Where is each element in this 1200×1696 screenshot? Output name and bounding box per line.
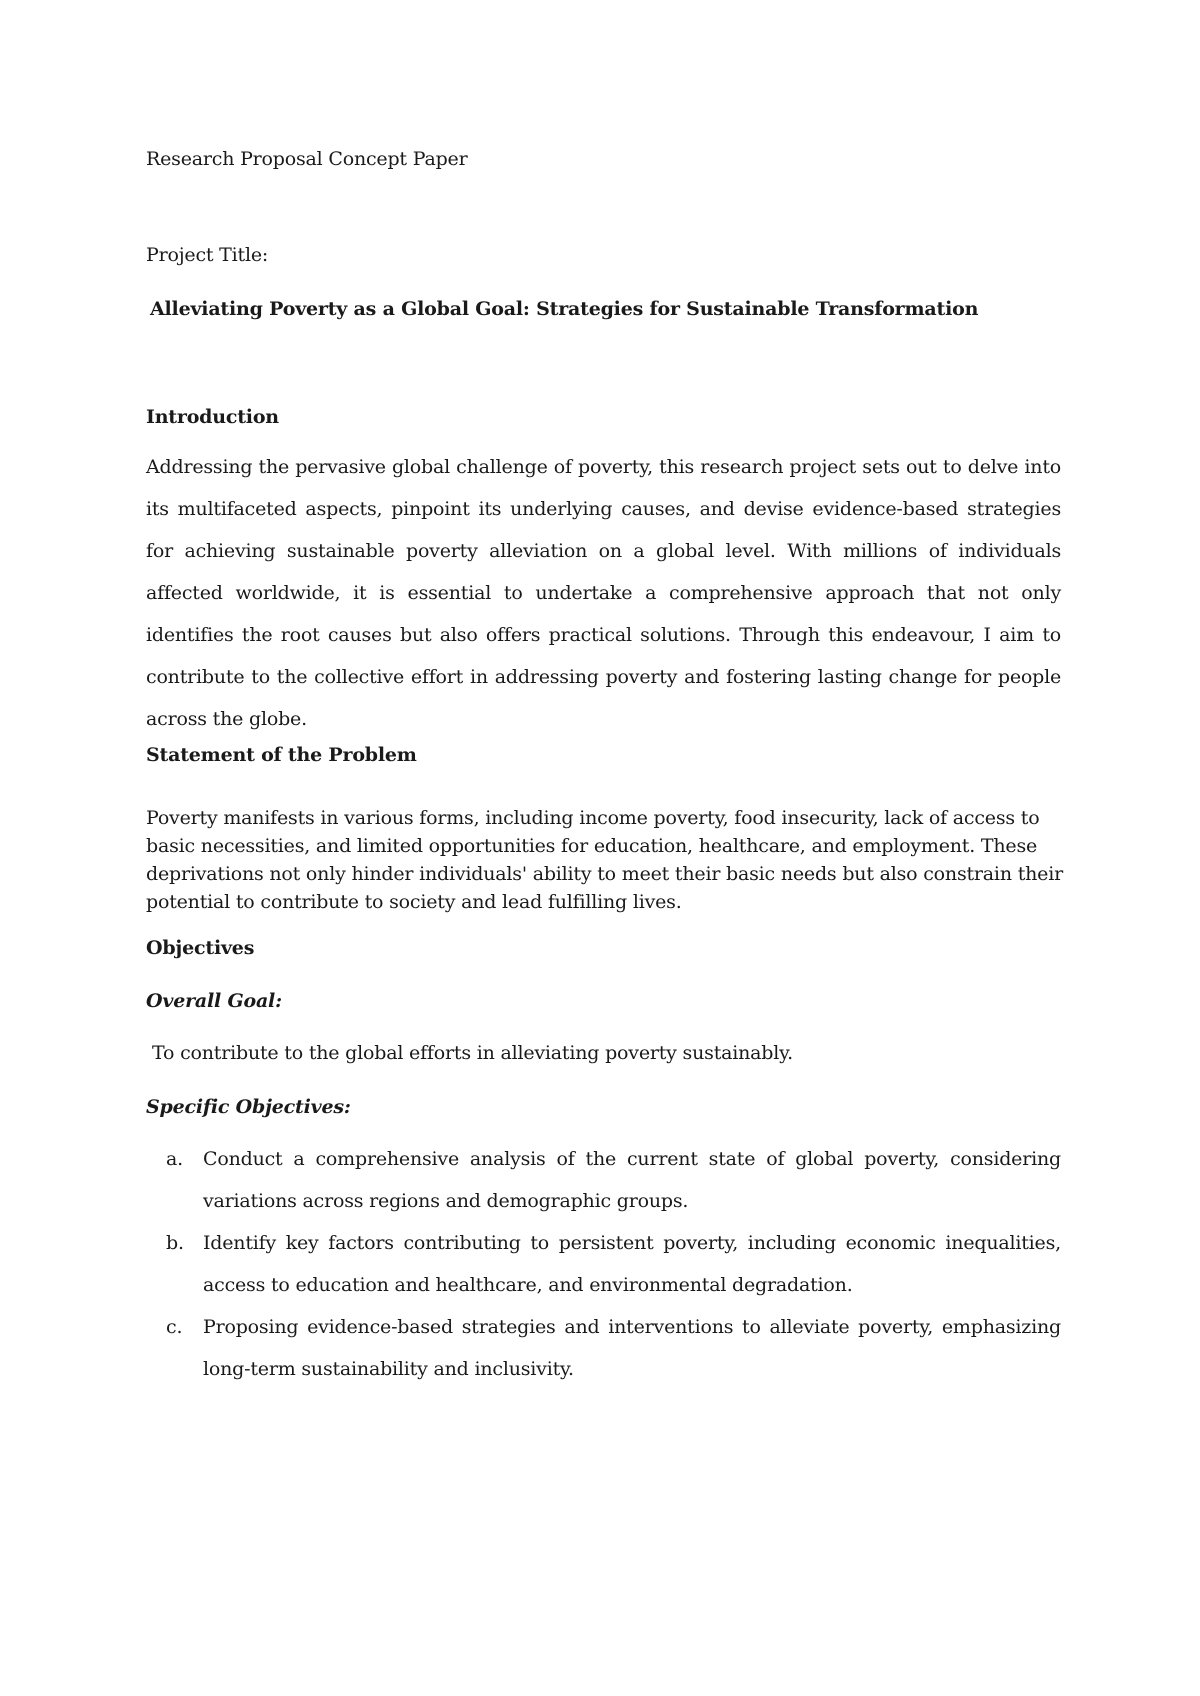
problem-heading: Statement of the Problem [146,744,417,766]
overall-goal-text: To contribute to the global efforts in alleviating poverty sustainably. [152,1042,793,1064]
list-item-text: Identify key factors contributing to persistent poverty, including economic inequalities, access to education and healthcare, and environmental degradation. [203,1232,1061,1296]
list-item [166,1306,1061,1390]
introduction-heading: Introduction [146,406,279,428]
list-marker: a. [166,1148,183,1170]
problem-body: Poverty manifests in various forms, including income poverty, food insecurity, lack of access to basic necessities, and limited opportunities for education, healthcare, and employment. These deprivations not only hinder individuals' ability to meet their basic needs but also constrain their potential to contribute to society and lead fulfilling lives. [146,807,1063,913]
project-title-label: Project Title: [146,244,269,266]
list-item [166,1222,1061,1306]
objectives-heading: Objectives [146,937,255,959]
document-type: Research Proposal Concept Paper [146,148,468,170]
project-title: Alleviating Poverty as a Global Goal: Strategies for Sustainable Transformation [150,298,979,320]
introduction-body: Addressing the pervasive global challenge of poverty, this research project sets out to delve into its multifaceted aspects, pinpoint its underlying causes, and devise evidence-based strategies for achieving sustainable poverty alleviation on a global level. With millions of individuals affected worldwide, it is essential to undertake a comprehensive approach that not only identifies the root causes but also offers practical solutions. Through this endeavour, I aim to contribute to the collective effort in addressing poverty and fostering lasting change for people across the globe. [146,456,1061,730]
list-item-text: Proposing evidence-based strategies and interventions to alleviate poverty, emphasizing long-term sustainability and inclusivity. [203,1316,1061,1380]
specific-objectives-label: Specific Objectives: [146,1096,351,1118]
overall-goal-label: Overall Goal: [146,990,282,1012]
list-marker: c. [166,1316,183,1338]
list-marker: b. [166,1232,184,1254]
list-item-text: Conduct a comprehensive analysis of the current state of global poverty, considering variations across regions and demographic groups. [203,1148,1061,1212]
list-item [166,1138,1061,1222]
